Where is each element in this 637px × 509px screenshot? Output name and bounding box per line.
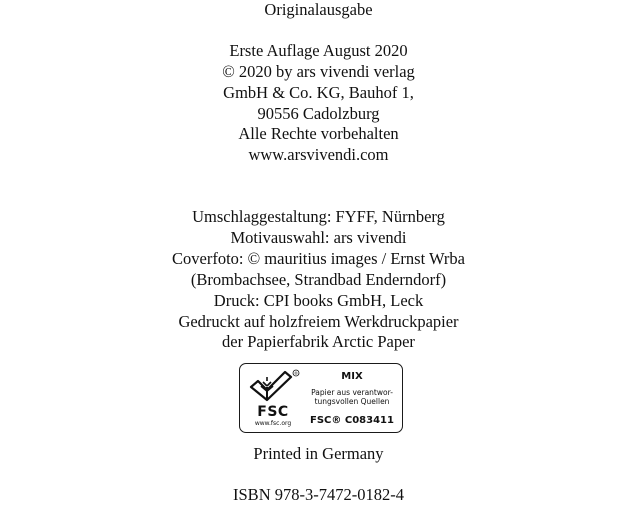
paper-line-1: Gedruckt auf holzfreiem Werkdruckpapier [178,312,459,331]
publisher-city-line: 90556 Cadolzburg [257,104,380,123]
printed-in-line: Printed in Germany [253,444,384,463]
fsc-category-text: MIX [341,371,363,382]
website-line: www.arsvivendi.com [248,145,389,164]
fsc-label [239,363,403,433]
fsc-brand-text: FSC [257,404,289,420]
original-edition-line: Originalausgabe [264,0,373,19]
copyright-line: © 2020 by ars vivendi verlag [222,62,415,81]
motif-selection-line: Motivauswahl: ars vivendi [230,228,407,247]
isbn-line: ISBN 978-3-7472-0182-4 [233,485,404,504]
printing-line: Druck: CPI books GmbH, Leck [213,291,424,310]
rights-line: Alle Rechte vorbehalten [238,124,399,143]
fsc-tree-checkmark-icon [245,367,301,405]
fsc-description-text: Papier aus verantwor- tungsvollen Quellen [311,388,393,406]
cover-photo-location-line: (Brombachsee, Strandbad Enderndorf) [190,270,447,289]
fsc-registered-mark: ® [294,370,298,376]
publisher-company-line: GmbH & Co. KG, Bauhof 1, [223,83,414,102]
cover-design-line: Umschlaggestaltung: FYFF, Nürnberg [192,207,445,226]
cover-photo-line: Coverfoto: © mauritius images / Ernst Wrba [172,249,465,268]
paper-line-2: der Papierfabrik Arctic Paper [222,332,415,351]
fsc-license-code: FSC® C083411 [310,415,394,426]
fsc-url-text: www.fsc.org [254,420,292,427]
first-printing-line: Erste Auflage August 2020 [229,41,408,60]
